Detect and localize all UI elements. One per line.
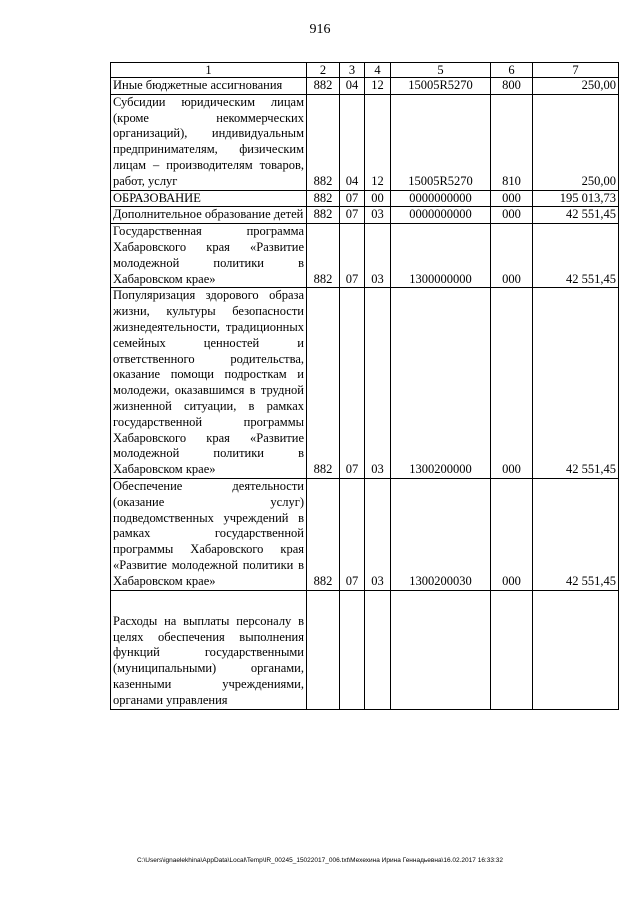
amount: 195 013,73 bbox=[533, 190, 619, 207]
subsection-code: 12 bbox=[365, 94, 391, 190]
expense-type-code: 000 bbox=[491, 190, 533, 207]
expense-type-code: 000 bbox=[491, 288, 533, 479]
table-row bbox=[111, 478, 619, 590]
amount: 42 551,45 bbox=[533, 478, 619, 590]
table-row bbox=[111, 190, 619, 207]
expense-type-code: 000 bbox=[491, 207, 533, 224]
row-name: Иные бюджетные ассигнования bbox=[111, 78, 307, 95]
expense-type-code: 000 bbox=[491, 478, 533, 590]
ministry-code bbox=[307, 590, 340, 709]
target-article-code: 15005R5270 bbox=[391, 94, 491, 190]
section-code: 07 bbox=[340, 190, 365, 207]
row-name: Популяризация здорового образа жизни, культуры безопасности жизнедеятельности, традиционных семейных ценностей и ответственного родительства, оказание помощи подросткам и молодежи, оказавшимся в трудной жизненной ситуации, в рамках государственной программы Хабаровского края «Развитие молодежной политики в Хабаровском крае» bbox=[111, 288, 307, 479]
expense-type-code bbox=[491, 590, 533, 709]
table-row bbox=[111, 94, 619, 190]
row-name: Субсидии юридическим лицам (кроме некоммерческих организаций), индивидуальным предпринимателям, физическим лицам – производителям товаров, работ, услуг bbox=[111, 94, 307, 190]
subsection-code: 03 bbox=[365, 224, 391, 288]
table-row bbox=[111, 78, 619, 95]
ministry-code: 882 bbox=[307, 207, 340, 224]
row-name: ОБРАЗОВАНИЕ bbox=[111, 190, 307, 207]
column-header: 1 bbox=[111, 63, 307, 78]
table-header-row bbox=[111, 63, 619, 78]
subsection-code: 03 bbox=[365, 207, 391, 224]
column-header: 4 bbox=[365, 63, 391, 78]
table-row bbox=[111, 207, 619, 224]
ministry-code: 882 bbox=[307, 78, 340, 95]
table-row bbox=[111, 590, 619, 709]
subsection-code bbox=[365, 590, 391, 709]
target-article-code bbox=[391, 590, 491, 709]
target-article-code: 1300000000 bbox=[391, 224, 491, 288]
target-article-code: 0000000000 bbox=[391, 190, 491, 207]
ministry-code: 882 bbox=[307, 288, 340, 479]
column-header: 7 bbox=[533, 63, 619, 78]
section-code: 07 bbox=[340, 207, 365, 224]
row-name: Обеспечение деятельности (оказание услуг) подведомственных учреждений в рамках государственной программы Хабаровского края «Развитие молодежной политики в Хабаровском крае» bbox=[111, 478, 307, 590]
expense-type-code: 810 bbox=[491, 94, 533, 190]
ministry-code: 882 bbox=[307, 190, 340, 207]
amount: 42 551,45 bbox=[533, 224, 619, 288]
amount bbox=[533, 590, 619, 709]
subsection-code: 00 bbox=[365, 190, 391, 207]
page-number: 916 bbox=[309, 22, 331, 37]
target-article-code: 15005R5270 bbox=[391, 78, 491, 95]
budget-table bbox=[110, 62, 619, 710]
target-article-code: 1300200030 bbox=[391, 478, 491, 590]
section-code: 04 bbox=[340, 78, 365, 95]
target-article-code: 1300200000 bbox=[391, 288, 491, 479]
ministry-code: 882 bbox=[307, 94, 340, 190]
column-header: 5 bbox=[391, 63, 491, 78]
table-row bbox=[111, 288, 619, 479]
row-name: Расходы на выплаты персоналу в целях обеспечения выполнения функций государственными (муниципальными) органами, казенными учреждениями, органами управления bbox=[111, 590, 307, 709]
table-row bbox=[111, 224, 619, 288]
ministry-code: 882 bbox=[307, 224, 340, 288]
expense-type-code: 000 bbox=[491, 224, 533, 288]
subsection-code: 12 bbox=[365, 78, 391, 95]
amount: 42 551,45 bbox=[533, 207, 619, 224]
file-path-footer: C:\Users\ignaelekhina\AppData\Local\Temp\IR_00245_15022017_006.txt\Мехехина Ирина Геннадьевна\16.02.2017 16:33:32 bbox=[136, 857, 504, 864]
section-code bbox=[340, 590, 365, 709]
section-code: 07 bbox=[340, 478, 365, 590]
section-code: 04 bbox=[340, 94, 365, 190]
subsection-code: 03 bbox=[365, 478, 391, 590]
column-header: 3 bbox=[340, 63, 365, 78]
subsection-code: 03 bbox=[365, 288, 391, 479]
row-name: Дополнительное образование детей bbox=[111, 207, 307, 224]
amount: 250,00 bbox=[533, 94, 619, 190]
column-header: 2 bbox=[307, 63, 340, 78]
ministry-code: 882 bbox=[307, 478, 340, 590]
section-code: 07 bbox=[340, 288, 365, 479]
column-header: 6 bbox=[491, 63, 533, 78]
target-article-code: 0000000000 bbox=[391, 207, 491, 224]
section-code: 07 bbox=[340, 224, 365, 288]
row-name: Государственная программа Хабаровского края «Развитие молодежной политики в Хабаровском крае» bbox=[111, 224, 307, 288]
amount: 42 551,45 bbox=[533, 288, 619, 479]
expense-type-code: 800 bbox=[491, 78, 533, 95]
amount: 250,00 bbox=[533, 78, 619, 95]
